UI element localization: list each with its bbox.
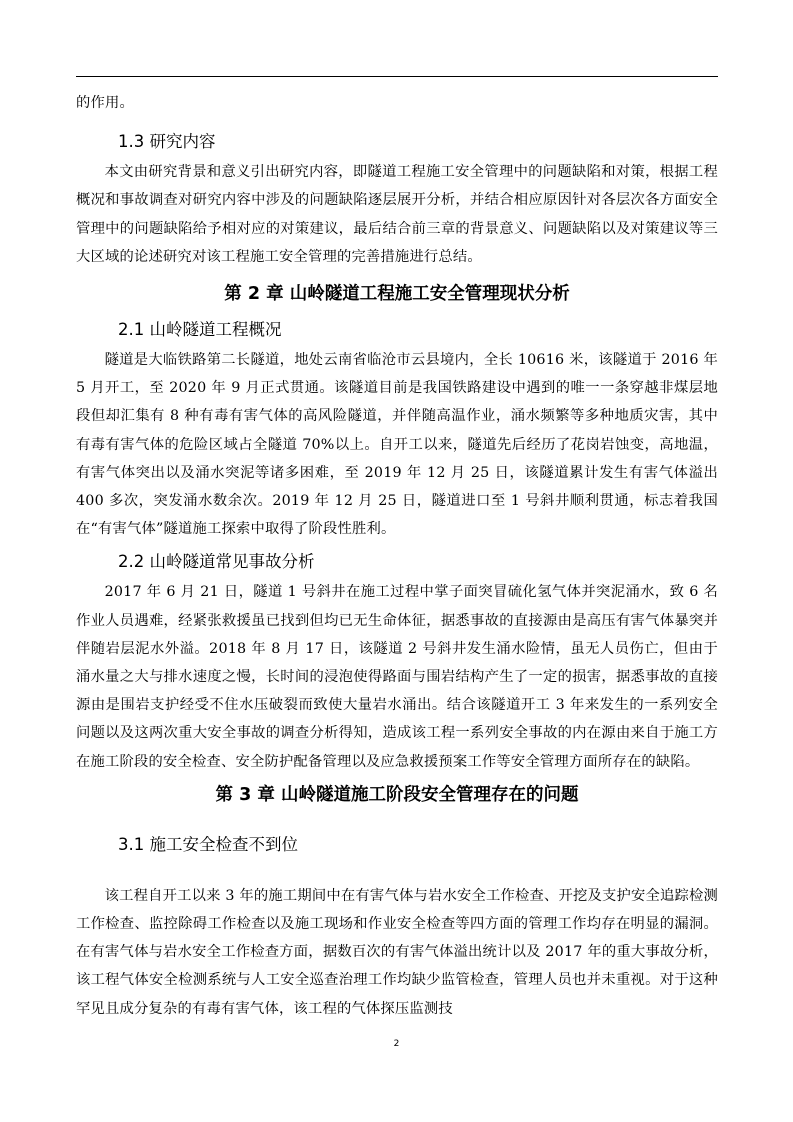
section-1-3-paragraph: 本文由研究背景和意义引出研究内容，即隧道工程施工安全管理中的问题缺陷和对策，根据工程概况和事故调查对研究内容中涉及的问题缺陷逐层展开分析，并结合相应原因针对各层次各方面安全管理中的问题缺陷给予相对应的对策建议，最后结合前三章的背景意义、问题缺陷以及对策建议等三大区域的论述研究对该工程施工安全管理的完善措施进行总结。 [76,164,718,265]
section-3-1-paragraph: 该工程自开工以来 3 年的施工期间中在有害气体与岩水安全工作检查、开挖及支护安全追踪检测工作检查、监控除碍工作检查以及施工现场和作业安全检查等四方面的管理工作均存在明显的漏洞。在有害气体与岩水安全工作检查方面，据数百次的有害气体溢出统计以及 2017 年的重大事故分析，该工程气体安全检测系统与人工安全巡查治理工作均缺少监管检查，管理人员也并未重视。对于这种罕见且成分复杂的有毒有害气体，该工程的气体探压监测技 [76,887,718,1017]
chapter-2-title: 第 2 章 山岭隧道工程施工安全管理现状分析 [224,284,570,305]
continuation-text: 的作用。 [76,95,134,111]
header-rule [76,76,718,77]
section-heading-1-3: 1.3 研究内容 [118,132,216,152]
section-heading-2-1: 2.1 山岭隧道工程概况 [118,320,282,340]
page-number: 2 [393,1039,400,1049]
section-heading-2-2: 2.2 山岭隧道常见事故分析 [118,552,315,572]
section-2-2-paragraph: 2017 年 6 月 21 日，隧道 1 号斜井在施工过程中掌子面突冒硫化氢气体并突泥涌水，致 6 名作业人员遇难，经紧张救援虽已找到但均已无生命体征，据悉事故的直接源由是高压有害气体暴突并伴随岩层泥水外溢。2018 年 8 月 17 日，该隧道 2 号斜井发生涌水险情，虽无人员伤亡，但由于涌水量之大与排水速度之慢，长时间的浸泡使得路面与围岩结构产生了一定的损害，据悉事故的直接源由是围岩支护经受不住水压破裂而致使大量岩水涌出。结合该隧道开工 3 年来发生的一系列安全问题以及这两次重大安全事故的调查分析得知，造成该工程一系列安全事故的内在源由来自于施工方在施工阶段的安全检查、安全防护配备管理以及应急救援预案工作等安全管理方面所存在的缺陷。 [76,584,718,770]
page-content [76,89,718,1023]
section-heading-3-1: 3.1 施工安全检查不到位 [118,834,298,854]
chapter-3-title: 第 3 章 山岭隧道施工阶段安全管理存在的问题 [215,784,579,805]
section-2-1-paragraph: 隧道是大临铁路第二长隧道，地处云南省临沧市云县境内，全长 10616 米，该隧道于 2016 年 5 月开工，至 2020 年 9 月正式贯通。该隧道目前是我国铁路建设中遇到的唯一一条穿越非煤层地段但却汇集有 8 种有毒有害气体的高风险隧道，并伴随高温作业，涌水频繁等多种地质灾害，其中有毒有害气体的危险区域占全隧道 70%以上。自开工以来，隧道先后经历了花岗岩蚀变，高地温，有害气体突出以及涌水突泥等诸多困难，至 2019 年 12 月 25 日，该隧道累计发生有害气体溢出 400 多次，突发涌水数余次。2019 年 12 月 25 日，隧道进口至 1 号斜井顺利贯通，标志着我国在“有害气体”隧道施工探索中取得了阶段性胜利。 [76,352,718,538]
